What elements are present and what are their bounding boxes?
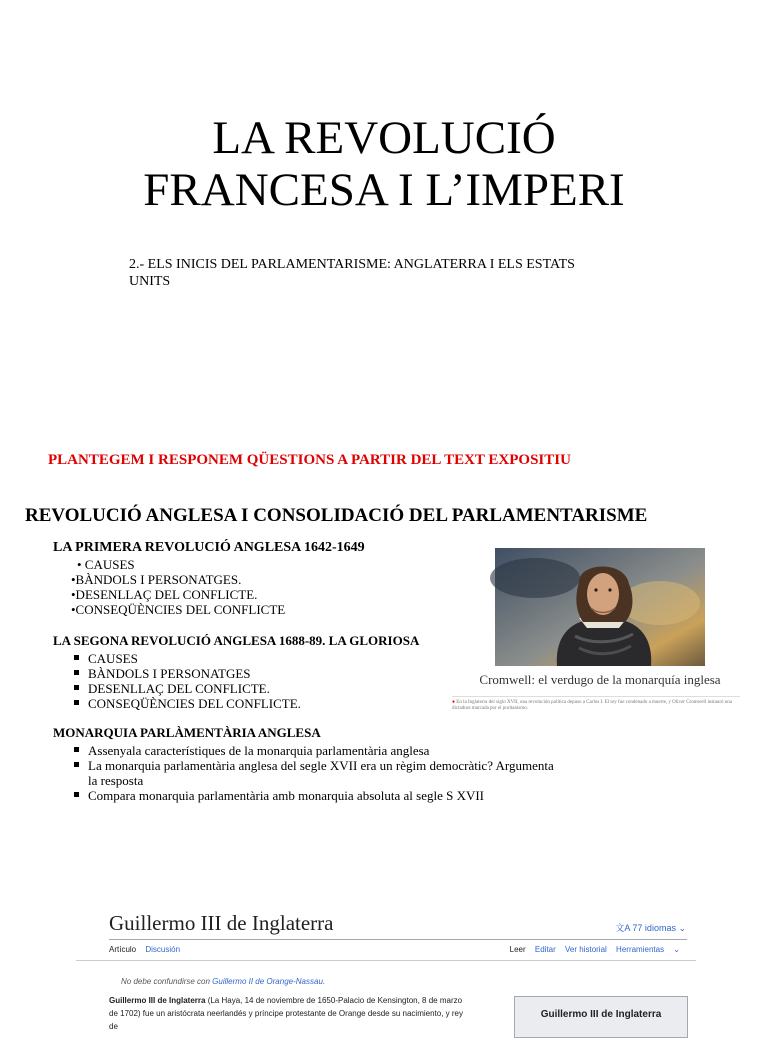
section-list (70, 743, 560, 803)
wiki-language-button[interactable] (615, 921, 686, 934)
bullet-icon: ● (452, 700, 457, 705)
list-item: •DESENLLAÇ DEL CONFLICTE. (71, 587, 258, 602)
section-first-revolution (53, 540, 473, 617)
section-list (70, 651, 473, 711)
chevron-down-icon: ⌄ (671, 945, 680, 954)
slide-title-line1: LA REVOLUCIÓ (212, 112, 556, 164)
wiki-body-rest: (La Haya, 14 de noviembre de 1650-Palacio de Kensington, 8 de marzo de 1702) fue un aristócrata neerlandés y príncipe protestante de Orange desde su nacimiento, y rey de (109, 996, 463, 1031)
list-item: • CAUSES (77, 557, 135, 572)
wiki-body-bold: Guillermo III de Inglaterra (109, 996, 206, 1005)
section-second-revolution (53, 633, 473, 711)
wikipedia-screenshot (76, 905, 696, 1031)
section-heading: LA SEGONA REVOLUCIÓ ANGLESA 1688-89. LA GLORIOSA (53, 633, 420, 648)
slide-subtitle: 2.- ELS INICIS DEL PARLAMENTARISME: ANGLATERRA I ELS ESTATS UNITS (129, 257, 575, 289)
tab-edit[interactable]: Editar (534, 945, 556, 954)
section-list (53, 557, 473, 617)
wiki-language-count: 77 idiomas (632, 923, 676, 933)
section-heading: MONARQUIA PARLÀMENTÀRIA ANGLESA (53, 725, 321, 740)
main-heading: REVOLUCIÓ ANGLESA I CONSOLIDACIÓ DEL PARLAMENTARISME (25, 505, 648, 526)
tab-tools[interactable] (616, 945, 687, 954)
list-item: Compara monarquia parlamentària amb monarquia absoluta al segle S XVII (70, 788, 560, 803)
list-item: La monarquia parlamentària anglesa del segle XVII era un règim democràtic? Argumenta la resposta (70, 758, 560, 788)
section-heading: LA PRIMERA REVOLUCIÓ ANGLESA 1642-1649 (53, 540, 365, 555)
caption-fineprint (452, 700, 740, 712)
prompt-heading: PLANTEGEM I RESPONEM QÜESTIONS A PARTIR DEL TEXT EXPOSITIU (48, 452, 571, 468)
list-item: BÀNDOLS I PERSONATGES (70, 666, 473, 681)
section-parliamentary-monarchy (53, 725, 573, 803)
tab-article[interactable]: Artículo (109, 945, 137, 954)
translate-icon: 文A (615, 923, 633, 933)
wiki-hatnote (121, 977, 325, 986)
fineprint-text: En la Inglaterra del siglo XVII, una revolución política depuso a Carlos I. El rey fue condenado a muerte, y Oliver Cromwell instauró una dictadura marcada por el puritanismo. (452, 700, 733, 711)
figure-caption: Cromwell: el verdugo de la monarquía inglesa (479, 672, 721, 687)
tab-history[interactable]: Ver historial (565, 945, 607, 954)
list-item: •BÀNDOLS I PERSONATGES. (71, 572, 242, 587)
wiki-article-title: Guillermo III de Inglaterra (109, 911, 334, 935)
tab-read[interactable]: Leer (509, 945, 526, 954)
list-item: •CONSEQÜÈNCIES DEL CONFLICTE (71, 602, 286, 617)
list-item: Assenyala característiques de la monarquia parlamentària anglesa (70, 743, 560, 758)
list-item: CAUSES (70, 651, 473, 666)
list-item: CONSEQÜÈNCIES DEL CONFLICTE. (70, 696, 473, 711)
hatnote-suffix: . (322, 977, 326, 986)
wiki-divider (76, 960, 696, 961)
cromwell-portrait (495, 548, 705, 666)
portrait-illustration (495, 548, 705, 666)
wiki-body-text (109, 994, 469, 1033)
tab-discussion[interactable]: Discusión (145, 945, 181, 954)
caption-divider (452, 696, 740, 697)
chevron-down-icon: ⌄ (675, 923, 686, 933)
wiki-divider (109, 939, 687, 940)
hatnote-link[interactable]: Guillermo II de Orange-Nassau (212, 977, 323, 986)
wiki-tabs (109, 945, 687, 959)
slide-title-line2: FRANCESA I L’IMPERI (143, 164, 625, 216)
hatnote-text: No debe confundirse con (121, 977, 213, 986)
tab-tools-label: Herramientas (616, 945, 665, 954)
slide-title (0, 112, 768, 216)
list-item: DESENLLAÇ DEL CONFLICTE. (70, 681, 473, 696)
wiki-infobox-title: Guillermo III de Inglaterra (514, 996, 688, 1038)
